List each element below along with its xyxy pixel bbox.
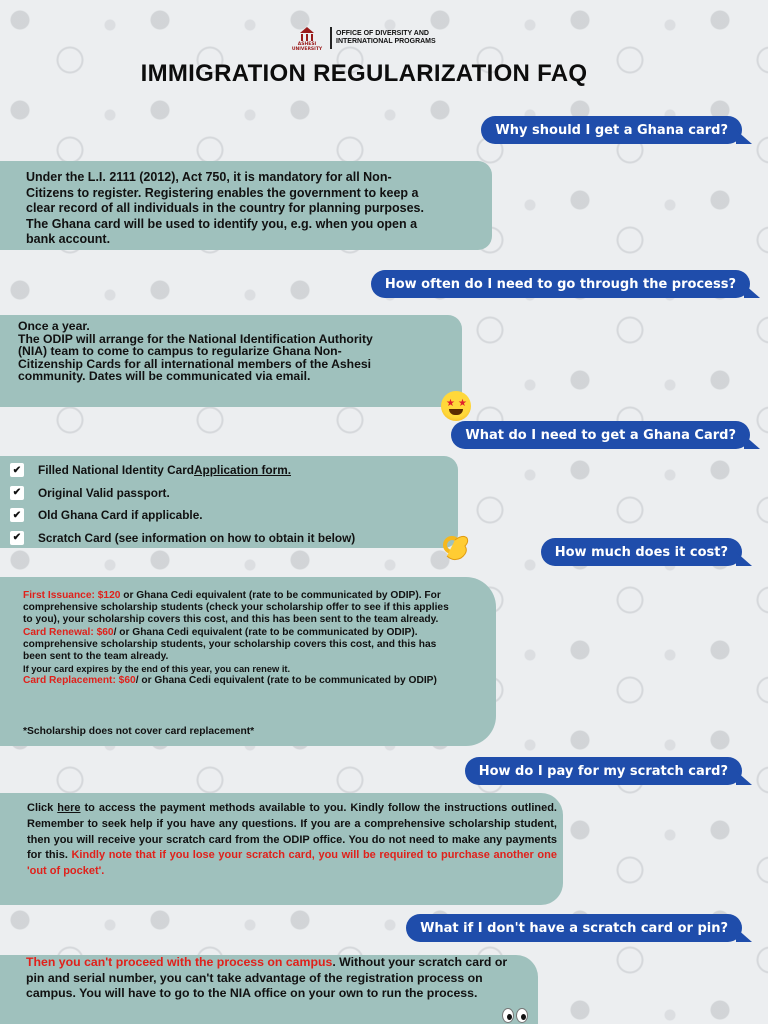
checkmark-icon: ✔	[10, 486, 24, 500]
question-bubble-3: What do I need to get a Ghana Card?	[451, 421, 750, 449]
answer-bubble-6: Then you can't proceed with the process on campus. Without your scratch card or pin and serial number, you can't take advantage of the registration process on campus. You will have to go to the NIA office on your own to run the process.	[0, 955, 538, 1024]
question-bubble-4: How much does it cost?	[541, 538, 742, 566]
answer-bubble-4: First Issuance: $120 or Ghana Cedi equivalent (rate to be communicated by ODIP). For comprehensive scholarship students (check your scholarship offer to see if this applies to you), your scholarship covers this cost, and this has been sent to the team already. Card Renewal: $60/ or Ghana Cedi equivalent (rate to be communicated by ODIP). comprehensive scholarship students, your scholarship covers this cost, and this has been sent to the team already. If your card expires by the end of this year, you can renew it. Card Replacement: $60/ or Ghana Cedi equivalent (rate to be communicated by ODIP) *Scholarship does not cover card replacement*	[0, 577, 496, 746]
checkmark-icon: ✔	[10, 508, 24, 522]
requirement-item: ✔ Original Valid passport.	[10, 482, 450, 505]
star-struck-emoji-icon: ★ ★	[441, 391, 471, 421]
requirement-item: ✔ Scratch Card (see information on how to obtain it below)	[10, 527, 450, 550]
requirement-item: ✔ Old Ghana Card if applicable.	[10, 504, 450, 527]
answer-bubble-1: Under the L.I. 2111 (2012), Act 750, it is mandatory for all Non- Citizens to register. Registering enables the government to keep a clear record of all individuals in the country for planning purposes. The Ghana card will be used to identify you, e.g. when you open a bank account.	[0, 161, 492, 250]
question-bubble-2: How often do I need to go through the process?	[371, 270, 750, 298]
answer-bubble-3	[0, 456, 458, 548]
page-title: IMMIGRATION REGULARIZATION FAQ	[140, 60, 588, 87]
checkmark-icon: ✔	[10, 463, 24, 477]
ok-hand-emoji-icon	[439, 532, 471, 562]
answer-bubble-2: Once a year. The ODIP will arrange for the National Identification Authority (NIA) team to come to campus to regularize Ghana Non- Citizenship Cards for all international members of the Ashesi community. Dates will be communicated via email.	[0, 315, 462, 407]
payment-methods-link[interactable]: here	[57, 802, 81, 814]
question-bubble-1: Why should I get a Ghana card?	[481, 116, 742, 144]
question-bubble-6: What if I don't have a scratch card or pin?	[406, 914, 742, 942]
eyes-emoji-icon	[500, 1006, 530, 1024]
application-form-link[interactable]: Application form.	[194, 463, 291, 478]
question-bubble-5: How do I pay for my scratch card?	[465, 757, 742, 785]
office-name: OFFICE OF DIVERSITY AND INTERNATIONAL PROGRAMS	[336, 30, 436, 45]
logo-university-name: ASHESI UNIVERSITY	[291, 42, 323, 52]
logo-divider	[330, 27, 332, 49]
answer-bubble-5: Click here to access the payment methods available to you. Kindly follow the instructions outlined. Remember to seek help if you have any questions. If you are a comprehensive scholarship student, then you will receive your scratch card from the ODIP office. You do not need to make any payments for this. Kindly note that if you lose your scratch card, you will be required to purchase another one 'out of pocket'.	[0, 793, 563, 905]
header	[290, 24, 460, 52]
checkmark-icon: ✔	[10, 531, 24, 545]
requirement-item: ✔ Filled National Identity Card Application form.	[10, 459, 450, 482]
